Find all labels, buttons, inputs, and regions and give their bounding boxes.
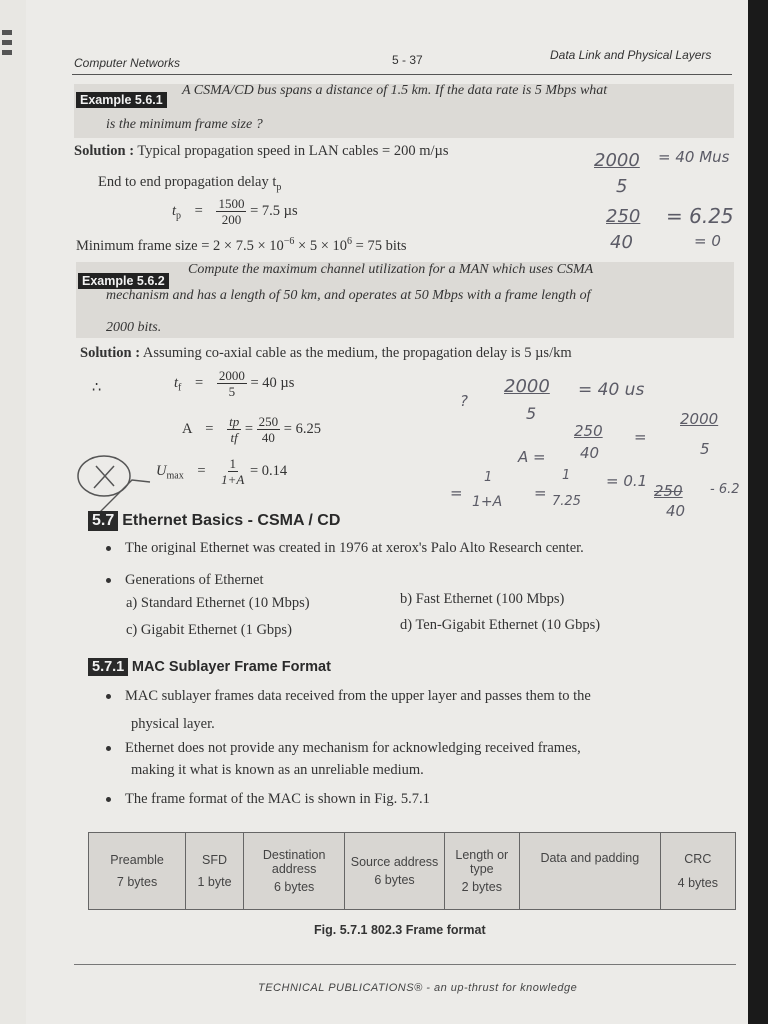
example-5-6-2-line2: mechanism and has a length of 50 km, and operates at 50 Mbps with a frame length of (106, 288, 591, 303)
table-cell: Length or type 2 bytes (444, 833, 519, 910)
footer-publisher: TECHNICAL PUBLICATIONS® - an up-thrust for knowledge (258, 982, 578, 994)
example-5-6-2-line1: Compute the maximum channel utilization for a MAN which uses CSMA (188, 262, 594, 277)
handwritten-note: 2000 (594, 150, 640, 171)
handwritten-note: = (450, 484, 463, 502)
handwritten-note: 40 (610, 232, 633, 253)
binding-mark (2, 40, 12, 45)
generation-c: c) Gigabit Ethernet (1 Gbps) (126, 622, 292, 638)
handwritten-note: A = (518, 448, 546, 466)
frame-format-table (88, 832, 736, 910)
bullet-mac-frames-cont: physical layer. (131, 716, 215, 732)
table-cell: Data and padding (519, 833, 660, 910)
example-5-6-1-line1: A CSMA/CD bus spans a distance of 1.5 km. If the data rate is 5 Mbps what (182, 83, 608, 98)
handwritten-note: = 40 Mus (658, 148, 730, 166)
table-cell: Preamble 7 bytes (89, 833, 186, 910)
table-cell: Source address 6 bytes (345, 833, 444, 910)
handwritten-note: = 0.1 (606, 472, 648, 490)
binding-edge (0, 0, 27, 1024)
example-5-6-1-tag: Example 5.6.1 (76, 91, 167, 109)
handwritten-note: 1+A (472, 494, 503, 510)
binding-mark (2, 50, 12, 55)
generation-a: a) Standard Ethernet (10 Mbps) (126, 595, 310, 611)
bullet-frame-format: The frame format of the MAC is shown in Fig. 5.7.1 (106, 791, 430, 808)
handwritten-note: 40 (580, 444, 600, 462)
handwritten-note: = 40 us (578, 380, 645, 400)
handwritten-note: = 6.25 (666, 204, 734, 228)
handwritten-note: 5 (700, 440, 710, 458)
handwritten-note: = (534, 484, 547, 502)
handwritten-note: 1 (562, 468, 571, 483)
solution-1: Solution : Typical propagation speed in LAN cables = 200 m/µs (74, 143, 449, 159)
table-cell: CRC 4 bytes (660, 833, 735, 910)
minimum-frame-size: Minimum frame size = $2 \times 7.5 \times 10^{-6} \times 5 \times 10^6 = 75$ bits (76, 236, 407, 254)
figure-caption: Fig. 5.7.1 802.3 Frame format (314, 923, 486, 937)
handwritten-note: 1 (484, 470, 493, 485)
handwritten-note: 2000 (504, 376, 550, 397)
handwritten-note: 7.25 (552, 494, 581, 509)
solution-2: Solution : Assuming co-axial cable as the medium, the propagation delay is 5 µs/km (80, 345, 572, 361)
tf-equation: $t_f$ = $\frac{2000}{5}$ = 40 µs (174, 368, 295, 399)
u-max-equation: $U_{max}$ = $\frac{1}{1+A}$ = 0.14 (156, 456, 288, 487)
handwritten-note: 5 (616, 176, 628, 197)
propagation-delay-line: End to end propagation delay $t_p$ (98, 174, 282, 193)
handwritten-note: 250 (574, 422, 603, 440)
header-rule (72, 74, 732, 75)
handwritten-note: 2000 (680, 410, 719, 428)
header-chapter-title: Data Link and Physical Layers (550, 48, 712, 62)
handwritten-note: - 6.2 (710, 482, 740, 497)
example-5-6-2-tag: Example 5.6.2 (78, 272, 169, 290)
handwritten-note: = (634, 428, 647, 446)
handwritten-note: 250 (606, 206, 641, 227)
handwritten-note: ? (460, 392, 468, 410)
generation-b: b) Fast Ethernet (100 Mbps) (400, 591, 565, 607)
handwritten-note: 40 (666, 502, 686, 520)
example-5-6-2-line3: 2000 bits. (106, 320, 162, 335)
header-book-title: Computer Networks (74, 56, 181, 70)
therefore-symbol: ∴ (92, 380, 102, 396)
handwritten-note: 250 (654, 482, 683, 500)
bullet-no-ack: Ethernet does not provide any mechanism for acknowledging received frames, (106, 740, 581, 757)
handwritten-note: = 0 (694, 232, 721, 250)
generation-d: d) Ten-Gigabit Ethernet (10 Gbps) (400, 617, 601, 633)
bullet-no-ack-cont: making it what is known as an unreliable medium. (131, 762, 424, 778)
binding-mark (2, 30, 12, 35)
header-page-number: 5 - 37 (392, 53, 423, 67)
table-cell: Destination address 6 bytes (243, 833, 344, 910)
table-row (89, 833, 736, 910)
bullet-mac-frames: MAC sublayer frames data received from the upper layer and passes them to the (106, 688, 591, 705)
handwritten-note: 5 (526, 404, 537, 423)
table-cell: SFD 1 byte (186, 833, 244, 910)
bullet-generations: Generations of Ethernet (106, 572, 264, 589)
example-5-6-1-line2: is the minimum frame size ? (106, 117, 263, 132)
section-5-7-heading: 5.7 Ethernet Basics - CSMA / CD (88, 511, 340, 531)
tp-equation: $t_p$ = $\frac{1500}{200}$ = 7.5 µs (172, 196, 298, 227)
book-page (26, 0, 748, 1024)
a-equation: A = $\frac{tp}{tf}$ = $\frac{250}{40}$ = 6.25 (182, 414, 321, 445)
footer-rule (74, 964, 736, 965)
bullet-ethernet-origin: The original Ethernet was created in 1976 at xerox's Palo Alto Research center. (106, 540, 584, 557)
section-5-7-1-heading: 5.7.1 MAC Sublayer Frame Format (88, 658, 331, 676)
